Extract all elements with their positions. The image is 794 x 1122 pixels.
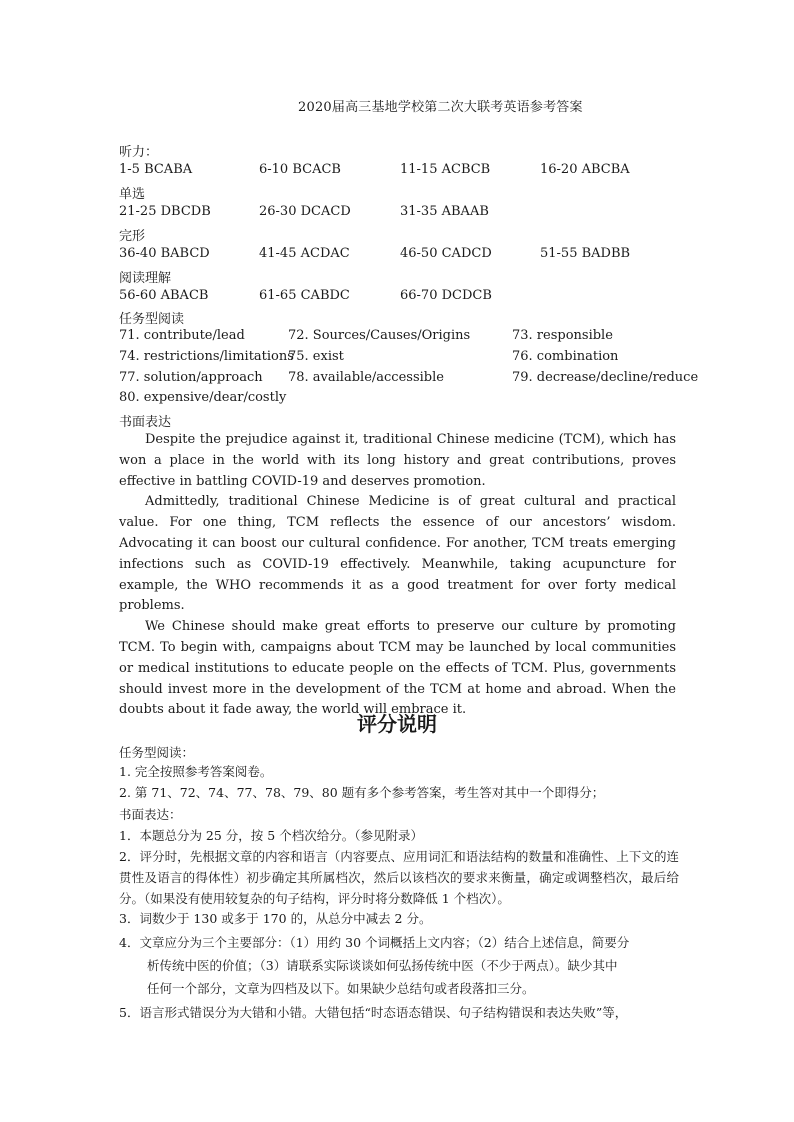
cloze-label: 完形 xyxy=(119,229,146,244)
answer-group: 46-50 CADCD xyxy=(400,246,492,261)
answer-group: 16-20 ABCBA xyxy=(540,162,630,177)
document-title: 2020届高三基地学校第二次大联考英语参考答案 xyxy=(298,100,583,115)
task-answer: 77. solution/approach xyxy=(119,370,263,385)
task-answer: 75. exist xyxy=(288,349,344,364)
answer-group: 61-65 CABDC xyxy=(259,288,350,303)
grading-rule: 2. 第 71、72、74、77、78、79、80 题有多个参考答案，考生答对其中一个即得分； xyxy=(119,785,605,800)
reading-answers-row xyxy=(119,288,679,306)
task-answers-row xyxy=(119,390,679,408)
grading-rule-continuation: 析传统中医的价值；（3）请联系实际谈谈如何弘扬传统中医（不少于两点）。缺少其中 xyxy=(147,958,618,973)
single-choice-label: 单选 xyxy=(119,187,146,202)
task-answer: 73. responsible xyxy=(512,328,613,343)
answer-group: 56-60 ABACB xyxy=(119,288,209,303)
answer-group: 41-45 ACDAC xyxy=(259,246,350,261)
task-answer: 79. decrease/decline/reduce xyxy=(512,370,699,385)
answer-group: 66-70 DCDCB xyxy=(400,288,492,303)
grading-rule: 5．语言形式错误分为大错和小错。大错包括“时态语态错误、句子结构错误和表达失败”等， xyxy=(119,1005,628,1020)
essay-paragraph: Admittedly, traditional Chinese Medicine is of great cultural and practical value. For one thing, TCM reflects the essence of our ancestors’ wisdom. Advocating it can boost our cultural confidence. For another, TCM treats emerging infections such as COVID-19 effectively. Meanwhile, taking acupuncture for example, the WHO recommends it as a good treatment for over forty medical problems. xyxy=(119,494,676,614)
task-answers-row xyxy=(119,328,679,346)
task-answer: 80. expensive/dear/costly xyxy=(119,390,287,405)
grading-writing-label: 书面表达： xyxy=(119,807,182,822)
task-answers-row xyxy=(119,370,699,388)
writing-label: 书面表达 xyxy=(119,415,172,430)
single-choice-answers-row xyxy=(119,204,679,222)
task-answers-row xyxy=(119,349,679,367)
answer-group: 36-40 BABCD xyxy=(119,246,210,261)
essay-paragraph: Despite the prejudice against it, traditional Chinese medicine (TCM), which has won a place in the world with its long history and great contributions, proves effective in battling COVID-19 and deserves promotion. xyxy=(119,432,676,489)
task-reading-label: 任务型阅读 xyxy=(119,312,185,327)
grading-rule: 3．词数少于 130 或多于 170 的，从总分中减去 2 分。 xyxy=(119,911,432,926)
essay-paragraph: We Chinese should make great efforts to preserve our culture by promoting TCM. To begin with, campaigns about TCM may be launched by local communities or medical institutions to educate people on the effects of TCM. Plus, governments should invest more in the development of the TCM at home and abroad. When the doubts about it fade away, the world will embrace it. xyxy=(119,619,676,718)
grading-task-label: 任务型阅读： xyxy=(119,745,195,760)
answer-group: 26-30 DCACD xyxy=(259,204,351,219)
task-answer: 71. contribute/lead xyxy=(119,328,245,343)
answer-group: 31-35 ABAAB xyxy=(400,204,489,219)
answer-group: 11-15 ACBCB xyxy=(400,162,491,177)
grading-rule: 4．文章应分为三个主要部分：（1）用约 30 个词概括上文内容；（2）结合上述信息，简要分 xyxy=(119,935,630,950)
grading-rule: 2．评分时，先根据文章的内容和语言（内容要点、应用词汇和语法结构的数量和准确性、上下文的连贯性及语言的得体性）初步确定其所属档次，然后以该档次的要求来衡量，确定或调整档次，最后给分。（如果没有使用较复杂的句子结构，评分时将分数降低 1 个档次）。 xyxy=(119,849,679,906)
cloze-answers-row xyxy=(119,246,679,264)
listening-answers-row xyxy=(119,162,679,180)
task-answer: 78. available/accessible xyxy=(288,370,444,385)
answer-group: 1-5 BCABA xyxy=(119,162,193,177)
task-answer: 74. restrictions/limitations xyxy=(119,349,294,364)
listening-label: 听力： xyxy=(119,145,159,160)
task-answer: 72. Sources/Causes/Origins xyxy=(288,328,471,343)
grading-rule: 1. 完全按照参考答案阅卷。 xyxy=(119,764,273,779)
grading-rule-continuation: 任何一个部分，文章为四档及以下。如果缺少总结句或者段落扣三分。 xyxy=(147,981,535,996)
answer-group: 51-55 BADBB xyxy=(540,246,631,261)
task-answer: 76. combination xyxy=(512,349,619,364)
grading-heading: 评分说明 xyxy=(357,712,437,736)
reading-label: 阅读理解 xyxy=(119,271,172,286)
grading-rule: 1．本题总分为 25 分，按 5 个档次给分。（参见附录） xyxy=(119,828,423,843)
answer-group: 21-25 DBCDB xyxy=(119,204,211,219)
model-essay xyxy=(119,430,676,721)
answer-group: 6-10 BCACB xyxy=(259,162,341,177)
